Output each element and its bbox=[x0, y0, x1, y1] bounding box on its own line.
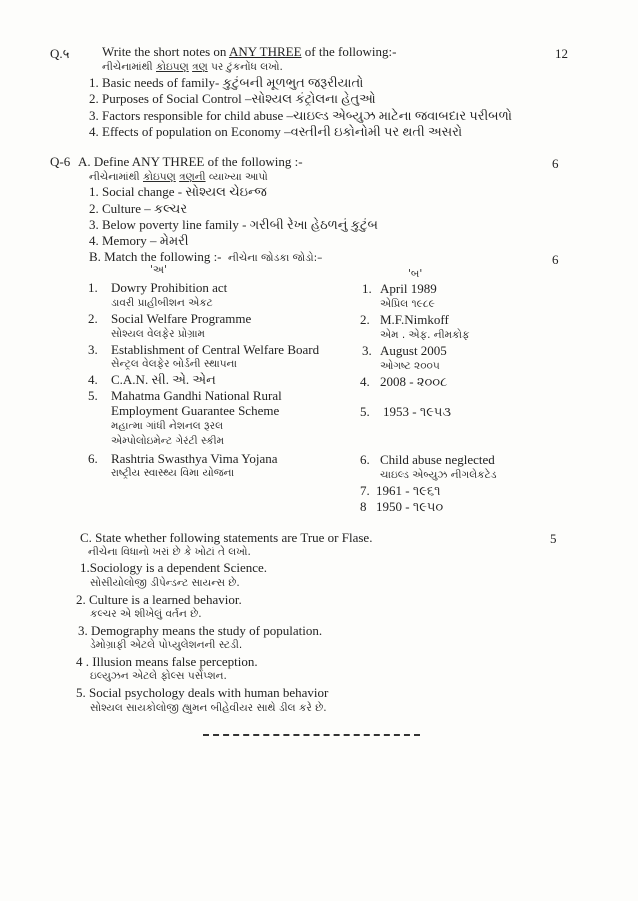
match-left-guj: રાષ્ટ્રીય સ્વાસ્થ્ય વિમા યોજના bbox=[111, 467, 235, 479]
match-right-item: 1953 - ૧૯૫૩ bbox=[383, 404, 452, 419]
q6a-marks: 6 bbox=[552, 156, 559, 171]
match-left-num: 1. bbox=[88, 280, 98, 295]
statement: 2. Culture is a learned behavior. bbox=[76, 592, 242, 607]
statement: 1.Sociology is a dependent Science. bbox=[80, 560, 268, 575]
end-divider bbox=[203, 734, 420, 736]
q6c-marks: 5 bbox=[550, 531, 557, 546]
statement-guj: ડેમોગ્રાફી એટલે પોપ્યુલેશનની સ્ટડી. bbox=[90, 639, 243, 651]
match-left-guj: ડાવરી પ્રાહીબીશન એકટ bbox=[111, 297, 213, 309]
match-right-num: 6. bbox=[360, 452, 370, 467]
match-left-num: 3. bbox=[88, 342, 98, 357]
match-left-guj: સોશ્યલ વેલફેર પ્રોગ્રામ bbox=[111, 328, 205, 340]
match-right-guj: એમ . એફ. નીમકોફ bbox=[380, 329, 470, 341]
statement-guj: કલ્ચર એ શીખેલું વર્તન છે. bbox=[90, 608, 202, 620]
match-left-guj: મહાત્મા ગાંધી નેશનલ રૂરલ bbox=[111, 420, 224, 432]
q6a-guj-instruction: નીચેનામાંથી કોઇપણ ત્રણની વ્યાખ્યા આપો bbox=[89, 171, 268, 183]
match-right-num: 3. bbox=[362, 343, 372, 358]
q6a-item: 1. Social change - સોશ્યલ ચેઇન્જ bbox=[89, 184, 267, 199]
match-left-item: Mahatma Gandhi National Rural bbox=[111, 388, 282, 403]
match-left-guj: એમ્પોલોઇમેન્ટ ગેરંટી સ્કીમ bbox=[111, 435, 225, 447]
q6a-item: 2. Culture – કલ્ચર bbox=[89, 201, 188, 216]
column-a-header: 'અ' bbox=[150, 264, 167, 276]
q5-instruction: Write the short notes on ANY THREE of the following:- bbox=[102, 44, 397, 59]
match-right-item: April 1989 bbox=[380, 281, 437, 296]
q5-number: Q.५ bbox=[50, 46, 70, 61]
q6c-instruction: C. State whether following statements are True or Flase. bbox=[80, 530, 373, 545]
q6-number: Q-6 bbox=[50, 154, 71, 169]
match-right-num: 5. bbox=[360, 404, 370, 419]
match-left-item: C.A.N. સી. એ. એન bbox=[111, 372, 216, 387]
match-left-guj: સેન્ટ્રલ વેલફેર બોર્ડની સ્થાપના bbox=[111, 358, 237, 370]
q6c-guj-instruction: નીચેના વિધાનો ખરાં છે કે ખોટાં તે લખો. bbox=[88, 546, 251, 558]
match-left-item: Dowry Prohibition act bbox=[111, 280, 228, 295]
match-right-num: 4. bbox=[360, 374, 370, 389]
match-left-num: 6. bbox=[88, 451, 98, 466]
match-left-item: Rashtria Swasthya Vima Yojana bbox=[111, 451, 278, 466]
q5-item: 3. Factors responsible for child abuse –ચાઇલ્ડ એબ્યુઝ માટેના જવાબદાર પરીબળો bbox=[89, 108, 512, 123]
match-right-item: 1961 - ૧૯૬૧ bbox=[376, 483, 441, 498]
statement: 4 . Illusion means false perception. bbox=[76, 654, 258, 669]
match-right-num: 2. bbox=[360, 312, 370, 327]
match-right-num: 1. bbox=[362, 281, 372, 296]
match-right-item: 2008 - ૨૦૦૮ bbox=[380, 374, 448, 389]
match-left-item: Social Welfare Programme bbox=[111, 311, 252, 326]
statement-guj: ઇલ્યુઝન એટલે ફોલ્સ પર્સેપ્શન. bbox=[90, 670, 227, 682]
statement: 3. Demography means the study of population. bbox=[78, 623, 323, 638]
q6a-item: 4. Memory – મેમરી bbox=[89, 233, 189, 248]
column-b-header: 'બ' bbox=[408, 268, 423, 280]
match-left-num: 2. bbox=[88, 311, 98, 326]
q6a-item: 3. Below poverty line family - ગરીબી રેખા હેઠળનું કુટુંબ bbox=[89, 217, 378, 232]
match-right-item: Child abuse neglected bbox=[380, 452, 495, 467]
match-right-item: August 2005 bbox=[380, 343, 447, 358]
match-left-num: 5. bbox=[88, 388, 98, 403]
statement: 5. Social psychology deals with human behavior bbox=[76, 685, 329, 700]
q6a-instruction: A. Define ANY THREE of the following :- bbox=[78, 154, 303, 169]
q5-item: 1. Basic needs of family- કુટુંબની મૂળભુત જરૂરીયાતો bbox=[89, 75, 364, 90]
match-left-item: Establishment of Central Welfare Board bbox=[111, 342, 320, 357]
q5-item: 4. Effects of population on Economy –વસ્તીની ઇકોનોમી પર થતી અસરો bbox=[89, 124, 463, 139]
q5-item: 2. Purposes of Social Control –સોશ્યલ કંટ્રોલના હેતુઓ bbox=[89, 91, 376, 106]
match-left-num: 4. bbox=[88, 372, 98, 387]
match-right-item: 1950 - ૧૯૫૦ bbox=[376, 499, 444, 514]
q5-marks: 12 bbox=[555, 46, 568, 61]
q5-guj-instruction: નીચેનામાંથી કોઇપણ ત્રણ પર ટુંકનોંધ લખો. bbox=[102, 61, 283, 73]
q6b-instruction: B. Match the following :- નીચેના જોડકા જોડો:– bbox=[89, 249, 323, 264]
match-right-num: 8 bbox=[360, 499, 367, 514]
q6b-marks: 6 bbox=[552, 252, 559, 267]
statement-guj: સોશ્યલ સાયકોલોજી હ્યુમન બીહેવીયર સાથે ડીલ કરે છે. bbox=[90, 702, 327, 714]
match-right-num: 7. bbox=[360, 483, 370, 498]
match-left-item: Employment Guarantee Scheme bbox=[111, 403, 280, 418]
match-right-guj: ઓગષ્ટ ૨૦૦૫ bbox=[380, 360, 440, 372]
match-right-guj: ચાઇલ્ડ એબ્યુઝ નીગલેકટેડ bbox=[380, 469, 497, 481]
match-right-guj: એપ્રિલ ૧૯૮૯ bbox=[380, 298, 435, 310]
statement-guj: સોસીયોલોજી ડીપેન્ડન્ટ સાયન્સ છે. bbox=[90, 577, 240, 589]
match-right-item: M.F.Nimkoff bbox=[380, 312, 449, 327]
